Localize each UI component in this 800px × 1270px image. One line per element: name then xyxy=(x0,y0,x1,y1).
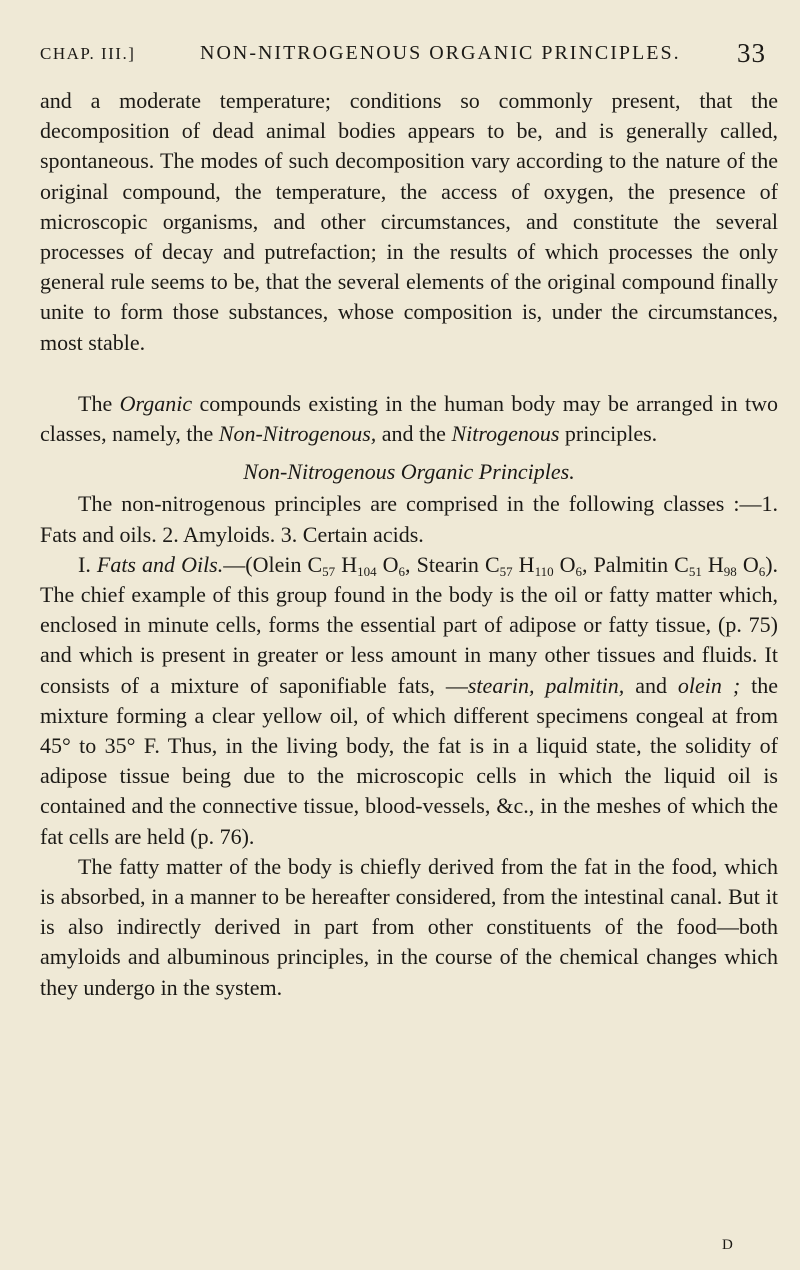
section-heading: Non-Nitrogenous Organic Principles. xyxy=(243,459,575,485)
paragraph-fat-origin: The fatty matter of the body is chiefly derived from the fat in the food, which is absorbed, in a manner to be hereafter considered, from the intestinal canal. But it is also indirectly derived in part from other constituents of the food—both amyloids and albuminous principles, in the course of the chemical changes which they undergo in the system. xyxy=(40,853,778,1000)
running-header xyxy=(40,38,772,72)
paragraph-principles-list: The non-nitrogenous principles are comprised in the following classes :—1. Fats and oils. 2. Amyloids. 3. Certain acids. xyxy=(40,491,778,547)
page-body xyxy=(40,86,778,1003)
paragraph-classes: The Organic compounds existing in the human body may be arranged in two classes, namely, the Non-Nitrogenous, and the Nitrogenous principles. xyxy=(40,390,779,447)
paragraph-fats-and-oils: I. Fats and Oils.—(Olein $C_{57}$ $H_{104}$ $O_6$, Stearin $C_{57}$ $H_{110}$ $O_6$, Palmitin $C_{51}$ $H_{98}$ $O_6$). The chief example of this group found in the body is the oil or fatty matter which, enclosed in minute cells, forms the essential part of adipose or fatty tissue, (p. 75) and which is present in greater or less amount in many other tissues and fluids. It consists of a mixture of saponifiable fats, —stearin, palmitin, and olein ; the mixture forming a clear yellow oil, of which different specimens congeal at from 45° to 35° F. Thus, in the living body, the fat is in a liquid state, the solidity of adipose tissue being due to the microscopic cells in which the liquid oil is contained and the connective tissue, blood-vessels, &c., in the meshes of which the fat cells are held (p. 76). xyxy=(40,551,779,849)
paragraph-decomposition: and a moderate temperature; conditions so commonly present, that the decomposition of dead animal bodies appears to be, and is generally called, spontaneous. The modes of such decomposition vary according to the nature of the original compound, the temperature, the access of oxygen, the presence of microscopic organisms, and other circumstances, and constitute the several processes of decay and putrefaction; in the results of which processes the only general rule seems to be, that the several elements of the original compound finally unite to form those substances, whose composition is, under the circumstances, most stable. xyxy=(40,88,778,355)
chapter-label: CHAP. III.] xyxy=(40,44,136,63)
page-number: 33 xyxy=(737,38,766,68)
running-title: NON-NITROGENOUS ORGANIC PRINCIPLES. xyxy=(200,42,681,64)
signature-mark: D xyxy=(722,1237,733,1253)
